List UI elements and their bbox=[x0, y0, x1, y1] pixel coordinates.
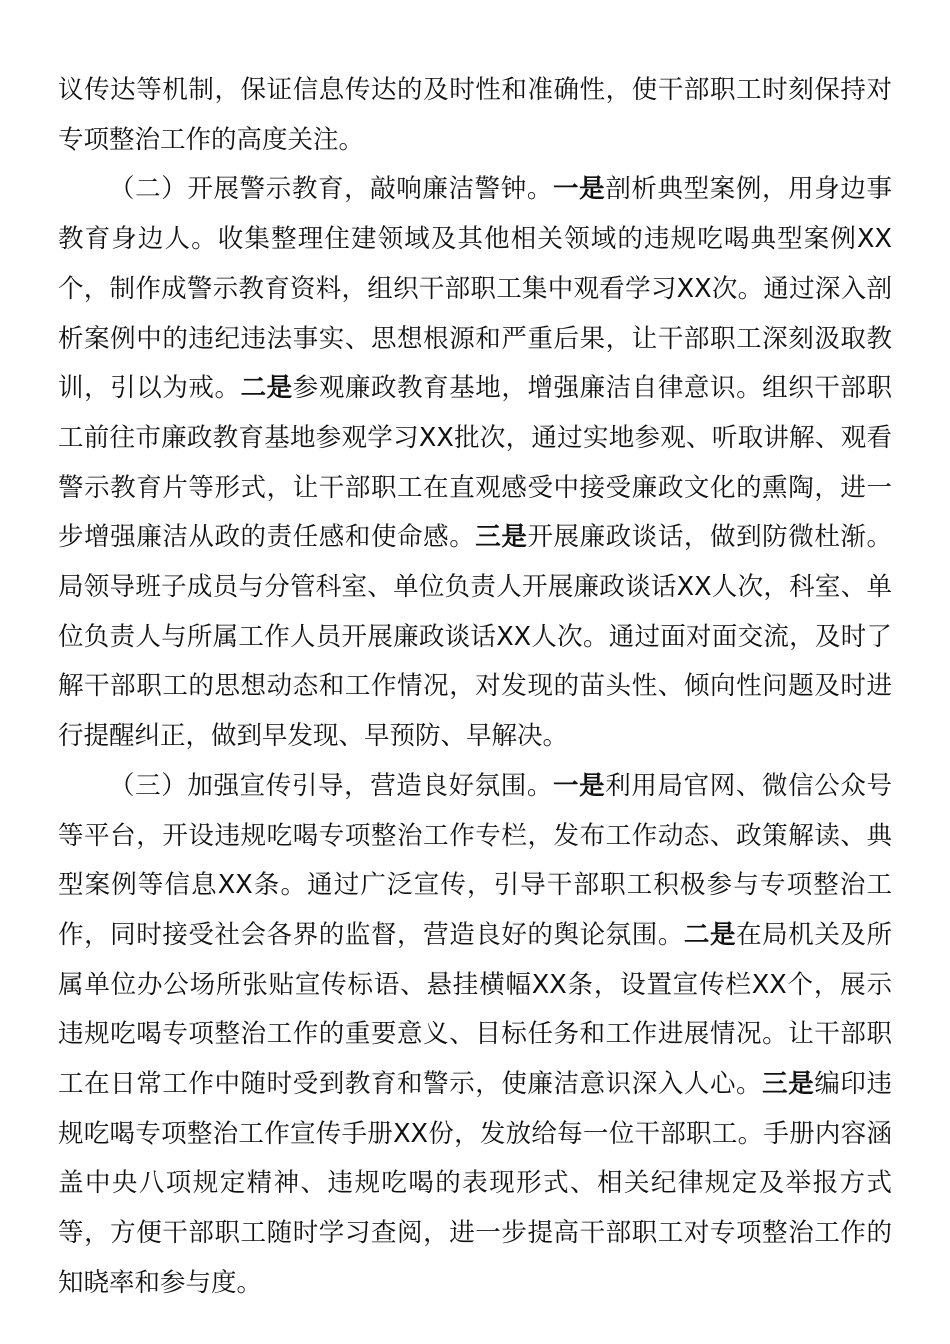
paragraph-text: 参观廉政教育基地，增强廉洁自律意识。组织干部职工前往市廉政教育基地参观学习XX批次，通过实地参观、听取讲解、观看警示教育片等形式，让干部职工在直观感受中接受廉政文化的熏陶，进一步增强廉洁从政的责任感和使命感。 bbox=[58, 373, 892, 553]
point-marker-2: 二是 bbox=[240, 373, 293, 404]
section-heading: （二）开展警示教育，敲响廉洁警钟。 bbox=[109, 174, 554, 205]
document-page bbox=[58, 66, 892, 1309]
paragraph-text: 议传达等机制，保证信息传达的及时性和准确性，使干部职工时刻保持对专项整治工作的高度关注。 bbox=[58, 75, 892, 155]
paragraph-text: 利用局官网、微信公众号等平台，开设违规吃喝专项整治工作专栏，发布工作动态、政策解读、典型案例等信息XX条。通过广泛宣传，引导干部职工积极参与专项整治工作，同时接受社会各界的监督，营造良好的舆论氛围。 bbox=[58, 770, 892, 950]
paragraph-continuation bbox=[58, 66, 892, 165]
paragraph-text: 编印违规吃喝专项整治工作宣传手册XX份，发放给每一位干部职工。手册内容涵盖中央八项规定精神、违规吃喝的表现形式、相关纪律规定及举报方式等，方便干部职工随时学习查阅，进一步提高干部职工对专项整治工作的知晓率和参与度。 bbox=[58, 1069, 892, 1298]
paragraph-warning-education bbox=[58, 165, 892, 761]
point-marker-3: 三是 bbox=[475, 522, 528, 553]
point-marker-1: 一是 bbox=[553, 174, 606, 205]
paragraph-publicity-guidance bbox=[58, 762, 892, 1309]
point-marker-3: 三是 bbox=[762, 1069, 815, 1100]
point-marker-2: 二是 bbox=[683, 919, 737, 950]
paragraph-text: 剖析典型案例，用身边事教育身边人。收集整理住建领域及其他相关领域的违规吃喝典型案例XX个，制作成警示教育资料，组织干部职工集中观看学习XX次。通过深入剖析案例中的违纪违法事实、思想根源和严重后果，让干部职工深刻汲取教训，引以为戒。 bbox=[58, 174, 892, 404]
point-marker-1: 一是 bbox=[553, 770, 606, 801]
paragraph-text: 在局机关及所属单位办公场所张贴宣传标语、悬挂横幅XX条，设置宣传栏XX个，展示违规吃喝专项整治工作的重要意义、目标任务和工作进展情况。让干部职工在日常工作中随时受到教育和警示，使廉洁意识深入人心。 bbox=[58, 919, 892, 1100]
section-heading: （三）加强宣传引导，营造良好氛围。 bbox=[109, 770, 554, 801]
paragraph-text: 开展廉政谈话，做到防微杜渐。局领导班子成员与分管科室、单位负责人开展廉政谈话XX人次，科室、单位负责人与所属工作人员开展廉政谈话XX人次。通过面对面交流，及时了解干部职工的思想动态和工作情况，对发现的苗头性、倾向性问题及时进行提醒纠正，做到早发现、早预防、早解决。 bbox=[58, 522, 892, 752]
